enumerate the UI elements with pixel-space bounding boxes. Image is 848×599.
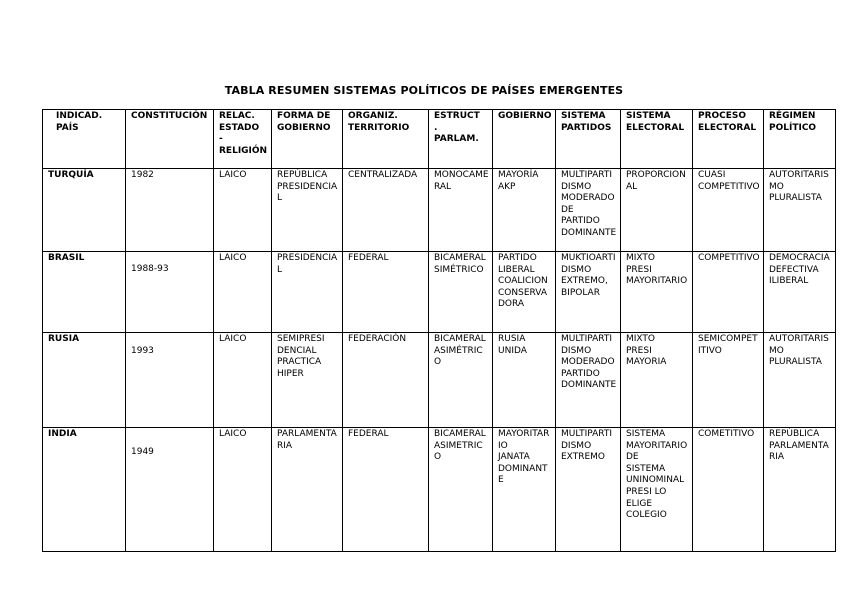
territorial-org-cell — [343, 428, 429, 552]
header-row — [43, 110, 836, 169]
cell-line: CUASI — [698, 170, 726, 180]
cell-line: RUSIA — [498, 334, 526, 344]
party-system-cell — [556, 428, 621, 552]
cell-line: ORGANIZ. — [348, 111, 398, 121]
regime-cell — [764, 428, 836, 552]
cell-line: RELAC. — [219, 111, 255, 121]
religion-cell: LAICO — [214, 333, 272, 428]
cell-line: MULTIPARTIDISMO — [561, 170, 613, 192]
cell-line: PRESIDENCIAL — [277, 181, 338, 204]
cell-line: FEDERACIÓN — [348, 334, 407, 344]
country-cell: TURQUÍA — [43, 169, 126, 252]
table-row — [43, 169, 836, 252]
cell-line: MODERADO DE — [561, 193, 615, 215]
cell-line: DOMINANTE — [561, 227, 617, 238]
header-cell — [693, 110, 764, 169]
cell-line: MAYORITARIO — [626, 276, 688, 287]
table-row — [43, 333, 836, 428]
cell-line: PRESIDENCIAL — [277, 253, 338, 275]
header-cell — [214, 110, 272, 169]
cell-line: ILIBERAL — [769, 276, 809, 287]
cell-line: BICAMERAL — [434, 429, 486, 439]
religion-cell: LAICO — [214, 428, 272, 552]
cell-line: SEMIPRESI — [277, 334, 325, 344]
government-cell — [493, 333, 556, 428]
cell-line: CENTRALIZADA — [348, 170, 418, 180]
country-cell: RUSIA — [43, 333, 126, 428]
cell-line: MAYORIA — [626, 357, 667, 368]
cell-line: FEDERAL — [348, 429, 389, 439]
government-cell — [493, 428, 556, 552]
header-cell — [556, 110, 621, 169]
cell-line: AKP — [498, 181, 516, 192]
cell-line: BICAMERAL — [434, 334, 486, 344]
territorial-org-cell — [343, 252, 429, 333]
government-cell — [493, 252, 556, 333]
cell-line: RÉGIMEN — [769, 111, 816, 121]
party-system-cell — [556, 169, 621, 252]
electoral-system-cell — [621, 428, 693, 552]
cell-line: PRESI LO — [626, 486, 667, 497]
cell-line: DOMINANTE — [561, 380, 617, 391]
party-system-cell — [556, 252, 621, 333]
constitution-cell: 1993 — [126, 333, 214, 428]
cell-line: ELECTORAL — [698, 122, 757, 133]
cell-line: PROCESO — [698, 111, 747, 121]
cell-line: FORMA DE — [277, 111, 331, 121]
parliament-cell — [429, 169, 493, 252]
cell-line: DEFECTIVA — [769, 264, 819, 275]
regime-cell — [764, 333, 836, 428]
cell-line: ESTADO — [219, 122, 260, 133]
government-form-cell — [272, 428, 343, 552]
cell-line: SISTEMA — [626, 463, 666, 474]
cell-line: PLURALISTA — [769, 357, 822, 368]
parliament-cell — [429, 252, 493, 333]
cell-line: PLURALISTA — [769, 193, 822, 204]
cell-line: TERRITORIO — [348, 122, 410, 133]
cell-line: UNIDA — [498, 345, 527, 356]
cell-line: DOMINANTE — [498, 463, 548, 486]
cell-line: REPÚBLICA — [769, 429, 820, 439]
summary-table — [42, 109, 836, 552]
table-row — [43, 428, 836, 552]
cell-line: PRACTICA — [277, 357, 322, 368]
header-cell — [43, 110, 126, 169]
cell-line: BIPOLAR — [561, 287, 600, 298]
header-cell — [429, 110, 493, 169]
electoral-system-cell — [621, 333, 693, 428]
cell-line: PARLAMENTARIA — [277, 429, 337, 451]
cell-line: SIMÉTRICO — [434, 264, 484, 275]
electoral-system-cell — [621, 169, 693, 252]
header-cell — [126, 110, 214, 169]
cell-line: MIXTO — [626, 253, 656, 263]
electoral-system-cell — [621, 252, 693, 333]
cell-line: CONSERVADORA — [498, 287, 547, 310]
cell-line: ASIMÉTRICO — [434, 345, 483, 368]
electoral-process-cell — [693, 428, 764, 552]
header-cell — [621, 110, 693, 169]
cell-line: FEDERAL — [348, 253, 389, 263]
regime-cell — [764, 252, 836, 333]
cell-line: SISTEMA — [626, 111, 671, 121]
cell-line: SISTEMA — [561, 111, 606, 121]
cell-line: COMPETITIVO — [698, 181, 760, 192]
cell-line: REPÚBLICA — [277, 170, 328, 180]
territorial-org-cell — [343, 333, 429, 428]
cell-line: COALICION — [498, 276, 548, 287]
cell-line: POLÍTICO — [769, 122, 817, 133]
cell-line: BICAMERAL — [434, 253, 486, 263]
territorial-org-cell — [343, 169, 429, 252]
party-system-cell — [556, 333, 621, 428]
cell-line: PAÍS — [56, 122, 79, 133]
cell-line: ESTRUCT — [434, 111, 480, 121]
cell-line: ELIGE — [626, 498, 653, 509]
table-row — [43, 252, 836, 333]
cell-line: MODERADO — [561, 357, 615, 368]
electoral-process-cell — [693, 252, 764, 333]
cell-line: CONSTITUCIÓN — [131, 111, 208, 121]
cell-line: COMPETITIVO — [698, 253, 760, 263]
cell-line: JANATA — [498, 452, 530, 463]
cell-line: ELECTORAL — [626, 122, 685, 133]
electoral-process-cell — [693, 333, 764, 428]
cell-line: PRESI — [626, 264, 652, 275]
cell-line: - — [219, 134, 223, 145]
government-form-cell — [272, 252, 343, 333]
cell-line: PARTIDOS — [561, 122, 612, 133]
cell-line: DENCIAL — [277, 345, 317, 356]
cell-line: MAYORÍA — [498, 170, 539, 180]
cell-line: PARLAMENTARIA — [769, 440, 829, 463]
cell-line: MAYORITARIO — [498, 429, 550, 451]
cell-line: EXTREMO — [561, 452, 605, 463]
cell-line: PRESI — [626, 345, 652, 356]
cell-line: COMETITIVO — [698, 429, 755, 439]
cell-line: MONOCAMERAL — [434, 170, 489, 192]
government-form-cell — [272, 169, 343, 252]
cell-line: PROPORCIONAL — [626, 170, 686, 192]
cell-line: MIXTO — [626, 334, 656, 344]
cell-line: MULTIPARTIDISMO — [561, 429, 613, 451]
religion-cell: LAICO — [214, 252, 272, 333]
religion-cell: LAICO — [214, 169, 272, 252]
cell-line: GOBIERNO — [277, 122, 331, 133]
cell-line: PARTIDO — [498, 253, 537, 263]
cell-line: MULTIPARTIDISMO — [561, 334, 613, 356]
regime-cell — [764, 169, 836, 252]
cell-line: AUTORITARISMO — [769, 170, 829, 192]
cell-line: EXTREMO, — [561, 276, 608, 287]
parliament-cell — [429, 428, 493, 552]
parliament-cell — [429, 333, 493, 428]
cell-line: SEMICOMPETITIVO — [698, 334, 758, 356]
cell-line: PARLAM. — [434, 134, 479, 145]
constitution-cell: 1982 — [126, 169, 214, 252]
cell-line: LIBERAL — [498, 264, 535, 275]
header-cell — [764, 110, 836, 169]
country-cell: BRASIL — [43, 252, 126, 333]
cell-line: PARTIDO — [561, 368, 600, 379]
cell-line: INDICAD. — [56, 111, 103, 121]
country-cell: INDIA — [43, 428, 126, 552]
constitution-cell: 1949 — [126, 428, 214, 552]
page-title: TABLA RESUMEN SISTEMAS POLÍTICOS DE PAÍSES EMERGENTES — [224, 84, 624, 97]
cell-line: GOBIERNO — [498, 111, 552, 121]
cell-line: PARTIDO — [561, 216, 600, 227]
cell-line: AUTORITARISMO — [769, 334, 829, 356]
government-cell — [493, 169, 556, 252]
cell-line: DEMOCRACIA — [769, 253, 830, 263]
constitution-cell: 1988-93 — [126, 252, 214, 333]
cell-line: ASIMETRICO — [434, 440, 483, 463]
header-cell — [343, 110, 429, 169]
cell-line: SISTEMA — [626, 429, 666, 439]
cell-line: RELIGIÓN — [219, 145, 268, 156]
header-cell — [493, 110, 556, 169]
cell-line: MUKTIOARTIDISMO — [561, 253, 616, 275]
cell-line: HIPER — [277, 368, 304, 379]
government-form-cell — [272, 333, 343, 428]
cell-line: MAYORITARIO DE — [626, 440, 688, 463]
cell-line: . — [434, 122, 438, 133]
cell-line: COLEGIO — [626, 510, 667, 521]
electoral-process-cell — [693, 169, 764, 252]
header-cell — [272, 110, 343, 169]
cell-line: UNINOMINAL — [626, 475, 685, 486]
